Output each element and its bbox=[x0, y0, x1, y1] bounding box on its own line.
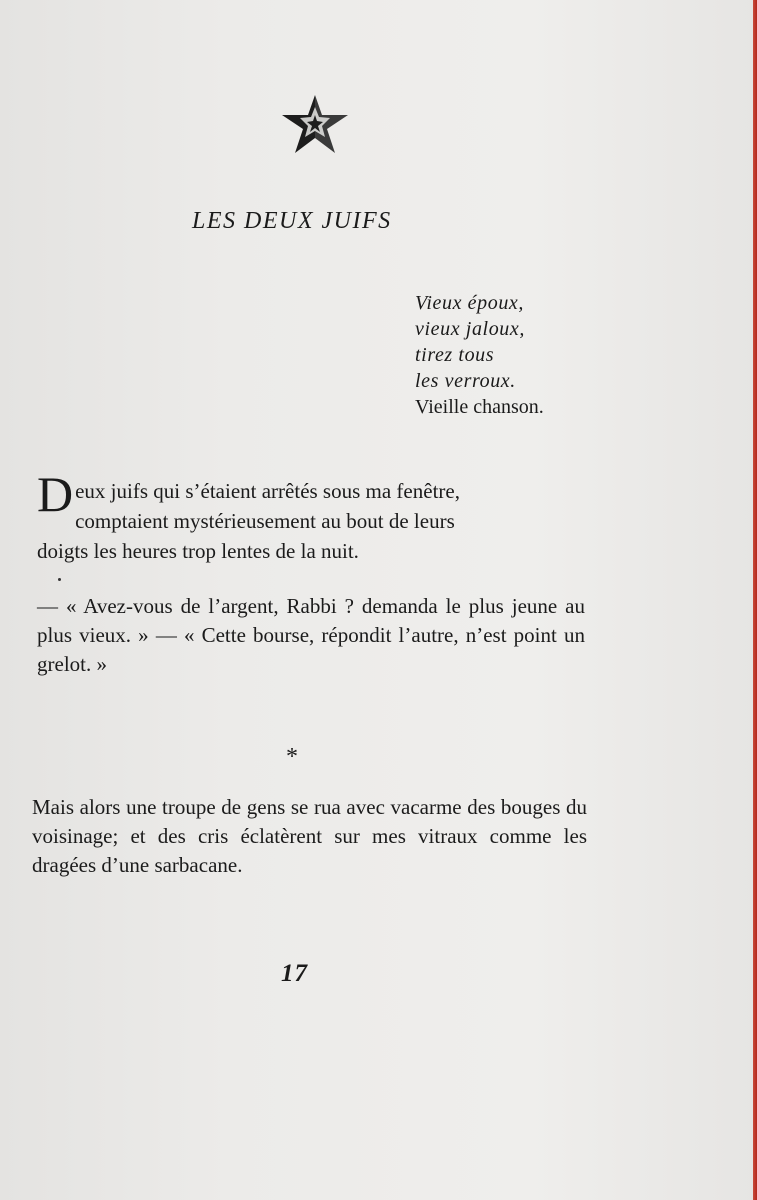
epigraph-source: Vieille chanson. bbox=[415, 396, 544, 418]
page-number: 17 bbox=[281, 960, 308, 987]
poem-title: LES DEUX JUIFS bbox=[192, 208, 392, 234]
epigraph-line: les verroux. bbox=[415, 370, 516, 392]
epigraph-line: vieux jaloux, bbox=[415, 318, 525, 340]
epigraph-line: Vieux époux, bbox=[415, 292, 524, 314]
paragraph-1-line-2: comptaient mystérieusement au bout de leurs bbox=[75, 509, 455, 533]
paragraph-1-line-3: doigts les heures trop lentes de la nuit. bbox=[37, 539, 359, 563]
ink-speck bbox=[58, 578, 61, 581]
red-page-edge bbox=[753, 0, 757, 1200]
epigraph bbox=[415, 290, 544, 420]
section-separator: * bbox=[286, 744, 298, 770]
star-ornament-icon bbox=[281, 93, 349, 155]
drop-cap: D bbox=[37, 466, 74, 522]
paragraph-1-line-1: eux juifs qui s’étaient arrêtés sous ma fenêtre, bbox=[75, 479, 460, 503]
paragraph-3: Mais alors une troupe de gens se rua avec vacarme des bouges du voisinage; et des cris éclatèrent sur mes vitraux comme les dragées d’une sarbacane. bbox=[32, 795, 587, 877]
epigraph-line: tirez tous bbox=[415, 344, 495, 366]
paragraph-2: — « Avez-vous de l’argent, Rabbi ? demanda le plus jeune au plus vieux. » — « Cette bourse, répondit l’autre, n’est point un grelot. » bbox=[37, 594, 585, 676]
paragraph-1 bbox=[37, 466, 597, 566]
